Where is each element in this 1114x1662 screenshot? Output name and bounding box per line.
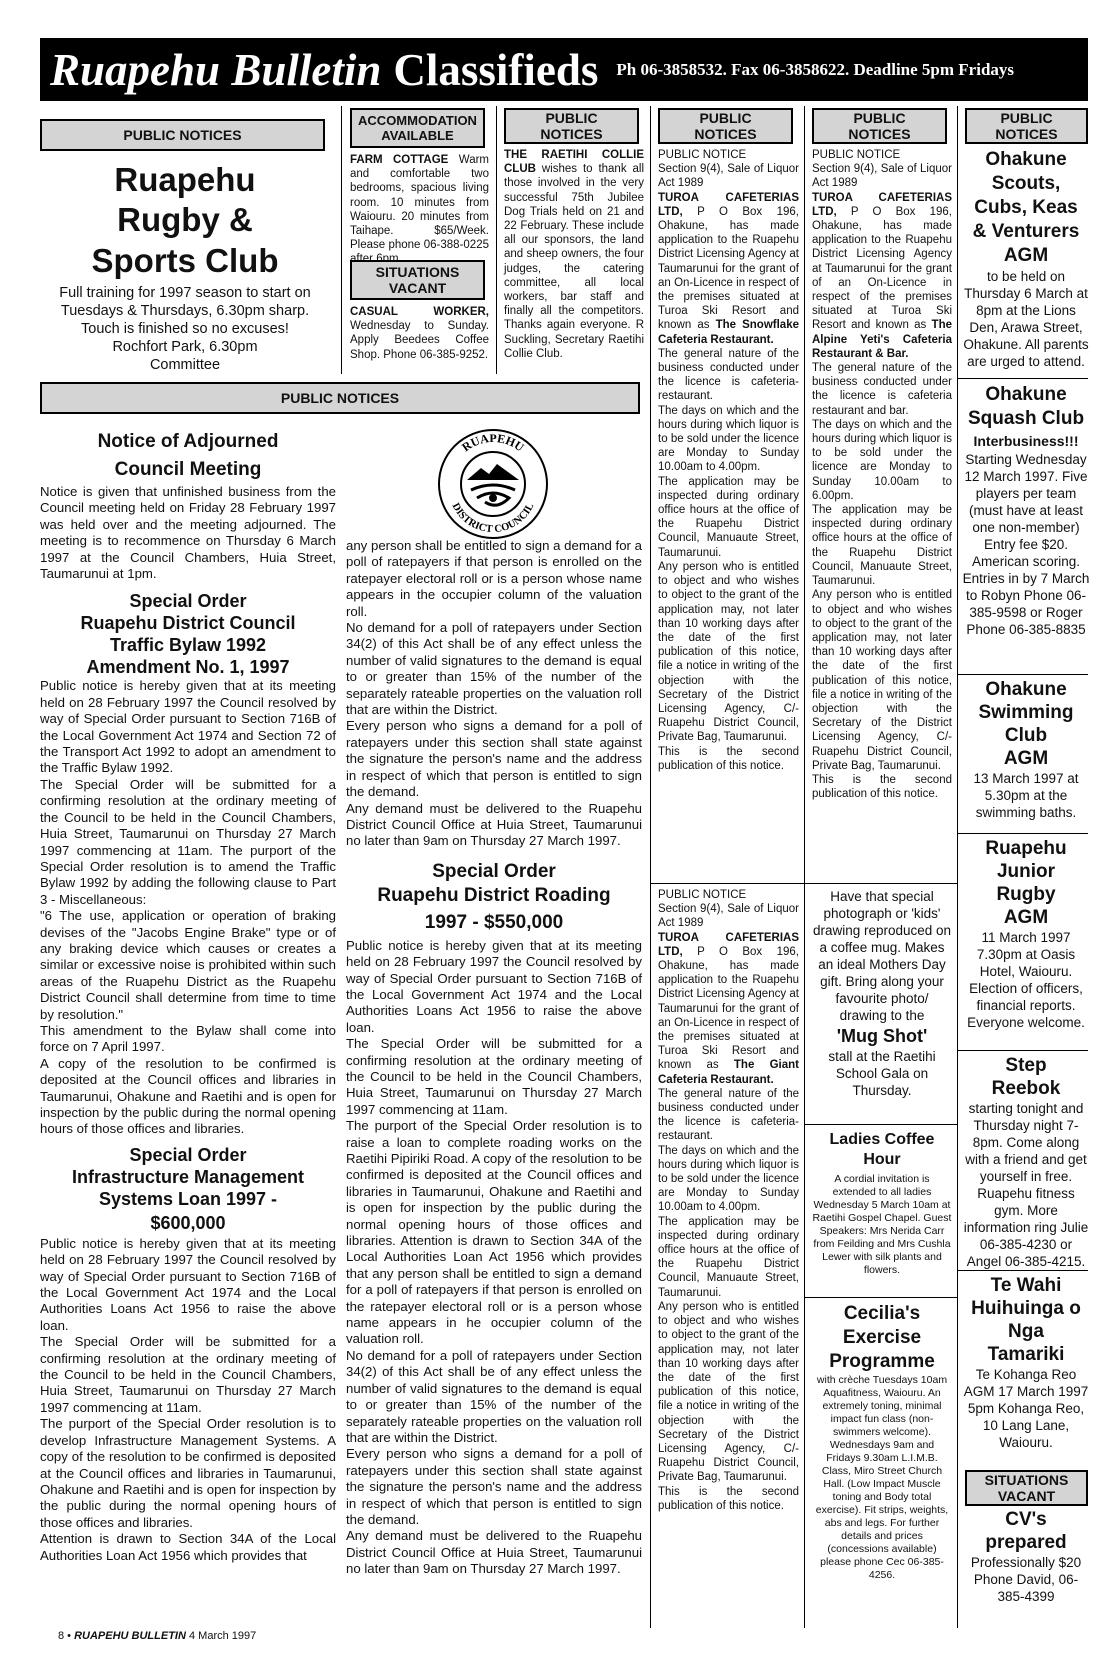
scouts-agm: Ohakune Scouts, Cubs, Keas & Venturers AGM to be held on Thursday 6 March at 8pm at the Lions Den, Arawa Street, Ohakune. All parents are urged to attend. (963, 149, 1089, 369)
council-column-right (346, 538, 642, 1628)
public-notices-header: PUBLIC NOTICES (40, 119, 325, 151)
cecilia-exercise-programme: Cecilia's Exercise Programme with crèche Tuesdays 10am Aquafitness, Waiouru. An extremely toning, minimal impact fun class (non-swimmers welcome). Wednesdays 9am and Fridays 9.30am L.I.M.B. Class, Miro Street Church Hall. (Low Impact Muscle toning and Body total exercise). Fit strips, weights, abs and legs. For further details and prices (concessions available) please phone Cec 06-385-4256. (815, 1303, 949, 1581)
paragraph: No demand for a poll of ratepayers under Section 34(2) of this Act shall be of any effect unless the number of valid signatures to the demand is equal to or greater than 15% of the number of the separately rateable properties on the valuation roll that are within the District. (346, 1347, 642, 1445)
paragraph: Any demand must be delivered to the Ruapehu District Council Office at Huia Street, Taumarunui no later than 9am on Thursday 27 March 1997. (346, 1528, 642, 1577)
heading: $600,000 (150, 1212, 226, 1233)
ladies-coffee-hour: Ladies Coffee Hour A cordial invitation is extended to all ladies Wednesday 5 March 10am at Raetihi Gospel Chapel. Guest Speakers: Mrs Nerida Carr from Feilding and Mrs Cushla Lewer with silk plants and flowers. (812, 1131, 952, 1276)
heading: Ruapehu District Roading (377, 884, 611, 906)
liquor-notice-alpine-yeti: PUBLIC NOTICE Section 9(4), Sale of Liquor Act 1989 TUROA CAFETERIAS LTD, P O Box 196, Ohakune, has made application to the Ruapehu District Licensing Agency at Taumarunui for the grant of an On-Licence in respect of the premises situated at Turoa Ski Resort and known as The Alpine Yeti's Cafeteria Restaurant & Bar. The general nature of the business conducted under the licence is cafeteria restaurant and bar. The days on which and the hours during which liquor is to be sold under the licence are Monday to Sunday 10.00am to 6.00pm. The application may be inspected during ordinary office hours at the office of the Ruapehu District Council, Manuaute Street, Taumarunui. Any person who is entitled to object and who wishes to object to the grant of the application may, not later than 10 working days after the date of the first publication of this notice, file a notice in writing of the objection with the Secretary of the District Licensing Agency, C/- Ruapehu District Council, Private Bag, Taumarunui. This is the second publication of this notice. (812, 149, 952, 801)
logo-top-text: RUAPEHU (459, 430, 527, 455)
rugby-body-line: Committee (149, 357, 221, 373)
mountain-icon (467, 464, 519, 480)
paragraph: The Special Order will be submitted for a confirming resolution at the ordinary meeting of the Council to be held in the Council Chambers, Huia Street, Taumarunui on Thursday 27 March 1997 commencing at 11am. (40, 1334, 336, 1415)
divider (650, 883, 804, 884)
cvs-prepared: CV's prepared Professionally $20 Phone David, 06-385-4399 (970, 1509, 1082, 1604)
public-notices-header: PUBLIC NOTICES (658, 108, 793, 144)
paragraph: The Special Order will be submitted for a confirming resolution at the ordinary meeting of the Council to be held in the Council Chambers, Huia Street, Taumarunui on Thursday 27 March 1997 commencing at 11am. (346, 1036, 642, 1117)
heading: Council Meeting (114, 459, 262, 480)
paragraph: This amendment to the Bylaw shall come into force on 7 April 1997. (40, 1022, 336, 1055)
contact-line: Ph 06-3858532. Fax 06-3858622. Deadline 5pm Fridays (616, 59, 1015, 79)
paragraph: Public notice is hereby given that at its meeting held on 28 February 1997 the Council resolved by way of Special Order pursuant to Section 716B of the Local Government Act 1974 and Section 72 of the Transport Act 1992 to adopt an amendment to the Traffic Bylaw 1992. (40, 678, 336, 776)
heading: Ruapehu District Council (80, 613, 296, 634)
paragraph: Notice is given that unfinished business from the Council meeting held on Friday 28 February 1997 was held over and the meeting adjourned. The meeting is to recommence on Thursday 6 March 1997 at the Council Chambers, Huia Street, Taumarunui at 1pm. (40, 484, 336, 582)
divider (804, 1124, 957, 1125)
junior-rugby-agm: Ruapehu Junior Rugby AGM 11 March 1997 7.30pm at Oasis Hotel, Waiouru. Election of officers, financial reports. Everyone welcome. (967, 838, 1085, 1030)
footer-paper-name: RUAPEHU BULLETIN (74, 1630, 186, 1642)
paragraph: Attention is drawn to Section 34A of the Local Authorities Loan Act 1956 which provides that (40, 1531, 336, 1563)
step-reebok: Step Reebok starting tonight and Thursday night 7-8pm. Come along with a friend and get yourself in free. Ruapehu fitness gym. More information ring Julie 06-385-4230 or Angel 06-385-4215. (963, 1055, 1089, 1269)
paragraph: "6 The use, application or operation of braking devises of the "Jacobs Engine Brake" type or of any braking device which causes or creates a similar or excessive noise is prohibited within such areas of the Ruapehu District as the Ruapehu District Council shall determine from time to time by resolution." (40, 908, 336, 1022)
divider (957, 1050, 1088, 1051)
rugby-body-line: Touch is finished so no excuses! (81, 321, 289, 337)
column-rule (804, 106, 805, 1628)
paragraph: No demand for a poll of ratepayers under Section 34(2) of this Act shall be of any effect unless the number of valid signatures to the demand is equal to or greater than 15% of the number of the separately rateable properties on the valuation roll that are within the District. (346, 620, 642, 718)
public-notices-header: PUBLIC NOTICES (812, 108, 947, 144)
council-column-left (40, 428, 336, 1623)
heading: Amendment No. 1, 1997 (86, 657, 290, 678)
public-notices-header: PUBLIC NOTICES (504, 108, 639, 144)
squash-club: Ohakune Squash Club Interbusiness!!! Starting Wednesday 12 March 1997. Five players per team (must have at least one non-member) Entry fee $20. American scoring. Entries in by 7 March to Robyn Phone 06-385-9598 or Roger Phone 06-385-8835 (962, 384, 1090, 637)
public-notices-header: PUBLIC NOTICES (40, 382, 640, 414)
situations-vacant-header: SITUATIONS VACANT (965, 1470, 1088, 1506)
heading: Infrastructure Management (71, 1166, 305, 1187)
heading: Special Order (129, 591, 247, 612)
divider (804, 883, 957, 884)
rugby-club-notice (40, 160, 330, 375)
paragraph: Every person who signs a demand for a poll of ratepayers under this section shall state against the signature the person's name and the address in respect of which that person is entitled to sign the demand. (346, 1446, 642, 1527)
heading: Notice of Adjourned (97, 431, 279, 452)
paragraph: A copy of the resolution to be confirmed is deposited at the Council offices and libraries in Taumarunui, Ohakune and Raetihi and is open for inspection by the public during the normal opening hours of those offices and libraries. (40, 1055, 336, 1137)
paragraph: The purport of the Special Order resolution is to raise a loan to complete roading works on the Raetihi Pipiriki Road. A copy of the resolution to be confirmed is deposited at the Council offices and libraries in Taumarunui, Ohakune and Raetihi and is open for inspection by the public during the normal opening hours of those offices and libraries. Attention is drawn to Section 34A of the Local Authorities Loan Act 1956 which provides that any person shall be entitled to sign a demand for a poll of ratepayers if that person is enrolled on the ratepayer electoral roll or is a person whose name appears in he occupier column of the valuation roll. (346, 1118, 642, 1347)
collie-club-notice: THE RAETIHI COLLIE CLUB wishes to thank all those involved in the very successful 75th Jubilee Dog Trials held on 21 and 22 February. These include all our sponsors, the land and sheep owners, the four judges, the catering committee, all local workers, bar staff and finally all the competitors. Thanks again everyone. R Suckling, Secretary Raetihi Collie Club. (504, 149, 644, 360)
public-notices-header: PUBLIC NOTICES (965, 108, 1088, 144)
heading: Special Order (432, 860, 556, 882)
divider (957, 1270, 1088, 1271)
paragraph: The purport of the Special Order resolution is to develop Infrastructure Management Systems. A copy of the resolution to be confirmed is deposited at the Council offices and libraries in Taumarunui, Ohakune and Raetihi and is open for inspection by the public during the normal opening hours of those offices and libraries. (40, 1416, 336, 1530)
divider (957, 674, 1088, 675)
paragraph: Public notice is hereby given that at its meeting held on 28 February 1997 the Council resolved by way of Special Order pursuant to Section 716B of the Local Government Act 1974 and the Local Authorities Loans Act 1956 to raise the above loan. (40, 1235, 336, 1333)
paragraph: Every person who signs a demand for a poll of ratepayers under this section shall state against the signature the person's name and the address in respect of which that person is entitled to sign the demand. (346, 718, 642, 800)
paragraph: Any demand must be delivered to the Ruapehu District Council Office at Huia Street, Taumarunui no later than 9am on Thursday 27 March 1997. (346, 800, 642, 849)
mug-shot-ad: Have that special photograph or 'kids' drawing reproduced on a coffee mug. Makes an ideal Mothers Day gift. Bring along your favourite photo/ drawing to the 'Mug Shot' stall at the Raetihi School Gala on Thursday. (812, 889, 952, 1098)
rugby-title-line: Sports Club (91, 242, 279, 279)
section-title: Classifieds (393, 44, 599, 95)
liquor-notice-giant: PUBLIC NOTICE Section 9(4), Sale of Liquor Act 1989 TUROA CAFETERIAS LTD, P O Box 196, Ohakune, has made application to the Ruapehu District Licensing Agency at Taumarunui for the grant of an On-Licence in respect of the premises situated at Turoa Ski Resort and known as The Giant Cafeteria Restaurant. The general nature of the business conducted under the licence is cafeteria-restaurant. The days on which and the hours during which liquor is to be sold under the licence are Monday to Sunday 10.00am to 4.00pm. The application may be inspected during ordinary office hours at the office of the Ruapehu District Council, Manuaute Street, Taumarunui. Any person who is entitled to object and who wishes to object to the grant of the application may, not later than 10 working days after the date of the first publication of this notice, file a notice in writing of the objection with the Secretary of the District Licensing Agency, C/- Ruapehu District Council, Private Bag, Taumarunui. This is the second publication of this notice. (658, 889, 799, 1512)
paragraph: any person shall be entitled to sign a demand for a poll of ratepayers if that person is enrolled on the ratepayer electoral roll or is a person whose name appears in the occupier column of the valuation roll. (346, 538, 642, 619)
accommodation-header: ACCOMMODATION AVAILABLE (350, 108, 485, 148)
rugby-body-line: Tuesdays & Thursdays, 6.30pm sharp. (60, 303, 310, 319)
rugby-title-line: Rugby & (117, 201, 253, 238)
heading: Systems Loan 1997 - (98, 1188, 278, 1209)
situations-ad: CASUAL WORKER, Wednesday to Sunday. Apply Beedees Coffee Shop. Phone 06-385-9252. (350, 306, 489, 361)
divider (957, 833, 1088, 834)
swimming-club-agm: Ohakune Swimming Club AGM 13 March 1997 at 5.30pm at the swimming baths. (973, 679, 1079, 820)
divider (957, 378, 1088, 379)
accommodation-ad: FARM COTTAGE Warm and comfortable two bedrooms, spacious living room. 10 minutes from Waiouru. 20 minutes from Taihape. $65/Week. Please phone 06-388-0225 (350, 154, 489, 252)
paper-title: Ruapehu Bulletin (50, 44, 382, 95)
situations-vacant-header: SITUATIONS VACANT (350, 260, 485, 300)
footer-date: 4 March 1997 (189, 1630, 257, 1642)
page-footer (58, 1630, 256, 1642)
divider (804, 1297, 957, 1298)
masthead (40, 38, 1088, 101)
heading: Traffic Bylaw 1992 (109, 635, 267, 656)
heading: Special Order (129, 1144, 247, 1165)
column-rule (496, 106, 497, 374)
column-rule (650, 106, 651, 1628)
paragraph: Public notice is hereby given that at its meeting held on 28 February 1997 the Council resolved by way of Special Order pursuant to Section 716B of the Local Government Act 1974 and the Local Authorities Loans Act 1956 to raise the above loan. (346, 937, 642, 1035)
rugby-title-line: Ruapehu (114, 161, 256, 198)
rugby-body-line: Rochfort Park, 6.30pm (112, 339, 258, 355)
heading: 1997 - $550,000 (424, 911, 564, 933)
rugby-body-line: Full training for 1997 season to start on (59, 285, 311, 301)
te-wahi-huihuinga: Te Wahi Huihuinga o Nga Tamariki Te Kohanga Reo AGM 17 March 1997 5pm Kohanga Reo, 10 Lang Lane, Waiouru. (963, 1275, 1089, 1450)
page-number: 8 • (58, 1630, 72, 1642)
column-rule (957, 106, 958, 1628)
logo-bottom-text: DISTRICT COUNCIL (449, 501, 537, 536)
council-logo (437, 428, 549, 540)
paragraph: The Special Order will be submitted for a confirming resolution at the ordinary meeting of the Council to be held in the Council Chambers, Huia Street, Taumarunui on Thursday 27 March 1997 commencing at 11am. The purport of the Special Order resolution is to amend the Traffic Bylaw 1992 by adding the following clause to Part 3 - Miscellaneous: (40, 776, 336, 907)
column-rule (341, 106, 342, 374)
liquor-notice-snowflake: PUBLIC NOTICE Section 9(4), Sale of Liquor Act 1989 TUROA CAFETERIAS LTD, P O Box 196, Ohakune, has made application to the Ruapehu District Licensing Agency at Taumarunui for the grant of an On-Licence in respect of the premises situated at Turoa Ski Resort and known as The Snowflake Cafeteria Restaurant. The general nature of the business conducted under the licence is cafeteria-restaurant. The days on which and the hours during which liquor is to be sold under the licence are Monday to Sunday 10.00am to 4.00pm. The application may be inspected during ordinary office hours at the office of the Ruapehu District Council, Manuaute Street, Taumarunui. Any person who is entitled to object and who wishes to object to the grant of the application may, not later than 10 working days after the date of the first publication of this notice, file a notice in writing of the objection with the Secretary of the District Licensing Agency, C/- Ruapehu District Council, Private Bag, Taumarunui. This is the second publication of this notice. (658, 149, 799, 772)
